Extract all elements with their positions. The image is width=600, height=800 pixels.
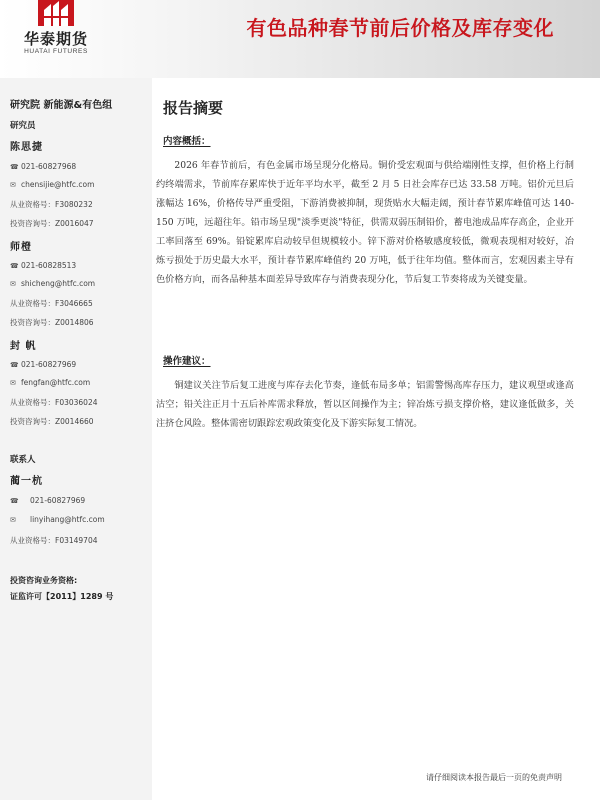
advice-paragraph: 铜建议关注节后复工进度与库存去化节奏，逢低布局多单；铝需警惕高库存压力，建议观望或逢高沽空；铅关注正月十五后补库需求释放，暂以区间操作为主；锌冶炼亏损支撑价格，建议逢低做多，关注挤仓风险。整体需密切跟踪宏观政策变化及下游实际复工情况。 [156, 380, 574, 429]
contact-name: 蔺一杭 [10, 476, 43, 487]
contact-heading: 联系人 [10, 455, 36, 465]
researchers-heading: 研究员 [10, 121, 36, 131]
author-sidebar [0, 78, 152, 800]
disclaimer-note: 请仔细阅读本报告最后一页的免责声明 [426, 773, 562, 782]
logo-english-name: HUATAI FUTURES [24, 48, 88, 55]
huatai-logo-icon [38, 0, 74, 26]
email-icon: ✉ [10, 515, 16, 524]
phone-icon: ☎ [10, 162, 19, 171]
contact-qualification: 从业资格号：F03149704 [10, 536, 98, 545]
license-value: 证监许可【2011】1289 号 [10, 592, 114, 601]
department-label: 研究院 新能源&有色组 [10, 100, 113, 111]
company-logo [18, 0, 94, 60]
phone-icon: ☎ [10, 261, 19, 270]
report-title: 有色品种春节前后价格及库存变化 [246, 16, 554, 40]
researcher-invest-id: 投资咨询号：Z0014660 [10, 417, 94, 426]
researcher-name: 封 帆 [10, 341, 37, 352]
phone-icon: ☎ [10, 496, 19, 505]
researcher-qualification: 从业资格号：F3080232 [10, 200, 93, 209]
contact-phone: ☎ 021-60827969 [10, 496, 86, 505]
report-header [0, 0, 600, 78]
researcher-phone: ☎ 021-60828513 [10, 261, 77, 270]
researcher-invest-id: 投资咨询号：Z0014806 [10, 318, 94, 327]
summary-title: 报告摘要 [163, 99, 224, 117]
advice-heading: 操作建议： [163, 356, 211, 367]
contact-email[interactable]: ✉ linyihang@htfc.com [10, 515, 105, 524]
logo-chinese-name: 华泰期货 [23, 30, 88, 48]
researcher-email[interactable]: ✉ shicheng@htfc.com [10, 279, 96, 288]
researcher-qualification: 从业资格号：F03036024 [10, 398, 98, 407]
phone-icon: ☎ [10, 360, 19, 369]
report-body [152, 78, 600, 800]
researcher-phone: ☎ 021-60827969 [10, 360, 77, 369]
researcher-email[interactable]: ✉ chensijie@htfc.com [10, 180, 95, 189]
email-icon: ✉ [10, 279, 16, 288]
researcher-qualification: 从业资格号：F3046665 [10, 299, 93, 308]
researcher-email[interactable]: ✉ fengfan@htfc.com [10, 378, 91, 387]
license-label: 投资咨询业务资格: [10, 576, 78, 585]
email-icon: ✉ [10, 378, 16, 387]
overview-paragraph: 2026 年春节前后，有色金属市场呈现分化格局。铜价受宏观面与供给端刚性支撑，但价格上行制约终端需求，节前库存累库快于近年平均水平，截至 2 月 5 日社会库存已达 33.58 万吨。铝价元旦后涨幅达 16%，价格传导严重受阻，下游消费被抑制，现货贴水大幅走阔，预计春节累库峰值可达 140-150 万吨，远超往年。铅市场呈现"淡季更淡"特征，供需双弱压制铅价，蓄电池成品库存高企，企业开工率回落至 69%。铅锭累库启动较早但规模较小。锌下游对价格敏感度较低，微观表现相对较好，冶炼亏损处于历史最大水平，预计春节累库峰值约 20 万吨，低于往年均值。整体而言，宏观因素主导有色价格方向，而各品种基本面差异导致库存与消费表现分化，节后复工节奏将成为关键变量。 [156, 160, 574, 285]
overview-heading: 内容概括： [163, 136, 211, 147]
researcher-name: 陈思捷 [10, 142, 43, 153]
researcher-name: 师橙 [10, 242, 32, 253]
email-icon: ✉ [10, 180, 16, 189]
researcher-phone: ☎ 021-60827968 [10, 162, 77, 171]
researcher-invest-id: 投资咨询号：Z0016047 [10, 219, 94, 228]
